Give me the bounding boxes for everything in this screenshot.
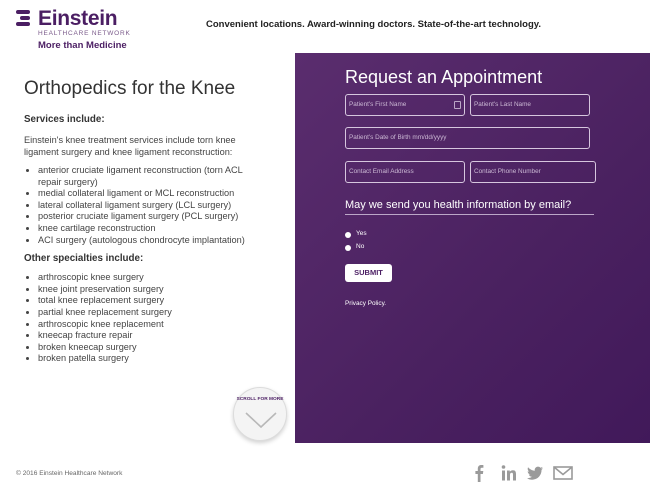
other-specialties-heading: Other specialties include: [24,253,144,265]
list-item: • broken patella surgery [38,353,249,365]
page-title: Orthopedics for the Knee [24,78,236,99]
services-heading: Services include: [24,114,105,125]
copyright: © 2016 Einstein Healthcare Network [16,470,123,477]
radio-button[interactable] [345,245,351,251]
list-item: • anterior cruciate ligament reconstruction (torn ACL repair surgery) [38,165,249,188]
chevron-down-icon [242,410,280,432]
form-title: Request an Appointment [345,67,543,87]
list-item: • posterior cruciate ligament surgery (PCL surgery) [38,211,249,223]
list-item: • arthroscopic knee surgery [38,272,249,284]
other-specialties-list [24,272,249,365]
header-tagline: Convenient locations. Award-winning doctors. State-of-the-art technology. [206,19,541,30]
facebook-icon[interactable] [474,464,484,482]
logo-brand: Einstein [38,7,118,30]
first-name-field[interactable] [345,94,465,116]
radio-label: Yes [356,230,367,237]
first-name-placeholder: Patient's First Name [349,101,407,108]
last-name-field[interactable] [470,94,590,116]
list-item: • arthroscopic knee replacement [38,319,249,331]
phone-placeholder: Contact Phone Number [474,168,541,175]
services-list [24,165,249,246]
radio-label: No [356,243,365,250]
logo-network: HEALTHCARE NETWORK [38,30,131,37]
email-placeholder: Contact Email Address [349,168,414,175]
list-item: • medial collateral ligament or MCL reconstruction [38,188,249,200]
logo[interactable] [16,8,146,54]
list-item: • kneecap fracture repair [38,330,249,342]
appointment-panel [295,53,650,443]
einstein-logo-icon [16,10,34,30]
autofill-key-icon[interactable] [454,101,461,109]
divider [345,214,594,215]
services-intro: Einstein's knee treatment services include torn knee ligament surgery and knee ligament reconstruction: [24,135,236,157]
dob-placeholder: Patient's Date of Birth mm/dd/yyyy [349,134,447,141]
list-item: • broken kneecap surgery [38,342,249,354]
list-item: • total knee replacement surgery [38,295,249,307]
scroll-label: SCROLL FOR MORE [236,397,284,402]
privacy-policy-link[interactable]: Privacy Policy. [345,300,387,307]
email-consent-question: May we send you health information by email? [345,199,572,211]
radio-button[interactable] [345,232,351,238]
scroll-for-more-button[interactable] [233,387,287,441]
submit-button[interactable]: SUBMIT [345,264,392,282]
email-icon[interactable] [553,464,573,482]
list-item: • knee cartilage reconstruction [38,223,249,235]
list-item: • partial knee replacement surgery [38,307,249,319]
linkedin-icon[interactable] [501,464,517,482]
phone-field[interactable] [470,161,596,183]
dob-field[interactable] [345,127,590,149]
list-item: • ACI surgery (autologous chondrocyte implantation) [38,235,249,247]
last-name-placeholder: Patient's Last Name [474,101,531,108]
content-column [24,78,249,365]
list-item: • knee joint preservation surgery [38,284,249,296]
twitter-icon[interactable] [526,464,544,482]
logo-tagline: More than Medicine [38,40,127,51]
list-item: • lateral collateral ligament surgery (LCL surgery) [38,200,249,212]
email-field[interactable] [345,161,465,183]
